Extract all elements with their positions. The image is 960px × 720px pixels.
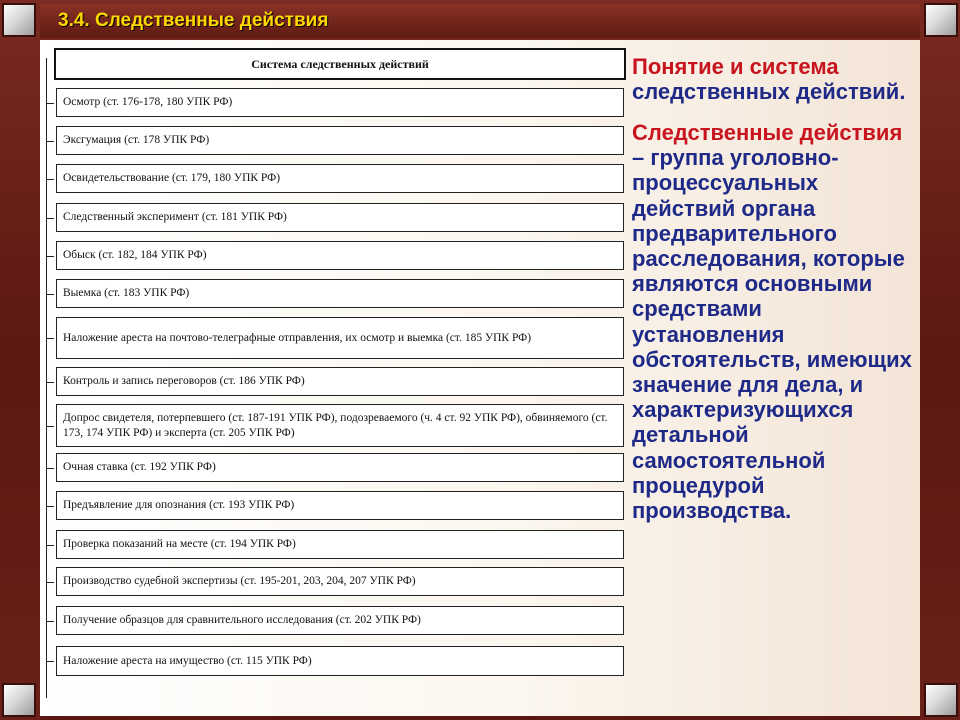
diagram-item bbox=[46, 646, 624, 676]
diagram-item bbox=[46, 567, 624, 596]
diagram-item bbox=[46, 164, 624, 193]
definition-paragraph bbox=[632, 120, 914, 523]
connector-tick bbox=[46, 545, 54, 546]
diagram-item-label: Получение образцов для сравнительного исследования (ст. 202 УПК РФ) bbox=[56, 606, 624, 635]
diagram-item bbox=[46, 606, 624, 635]
diagram-item-label: Осмотр (ст. 176-178, 180 УПК РФ) bbox=[56, 88, 624, 117]
diagram-item-label: Предъявление для опознания (ст. 193 УПК РФ) bbox=[56, 491, 624, 520]
diagram-item-label: Выемка (ст. 183 УПК РФ) bbox=[56, 279, 624, 308]
connector-tick bbox=[46, 506, 54, 507]
heading-blue-part: следственных действий. bbox=[632, 79, 906, 104]
diagram-item bbox=[46, 404, 624, 447]
connector-tick bbox=[46, 468, 54, 469]
connector-tick bbox=[46, 661, 54, 662]
corner-ornament bbox=[924, 683, 958, 717]
section-heading bbox=[632, 54, 914, 104]
heading-red-part: Понятие и система bbox=[632, 54, 839, 79]
diagram-item bbox=[46, 453, 624, 482]
corner-ornament bbox=[924, 3, 958, 37]
diagram-item bbox=[46, 88, 624, 117]
diagram-item-label: Следственный эксперимент (ст. 181 УПК РФ) bbox=[56, 203, 624, 232]
connector-tick bbox=[46, 382, 54, 383]
investigative-actions-diagram bbox=[40, 40, 640, 716]
slide-title: 3.4. Следственные действия bbox=[58, 10, 329, 31]
connector-tick bbox=[46, 256, 54, 257]
corner-ornament bbox=[2, 3, 36, 37]
diagram-item-label: Обыск (ст. 182, 184 УПК РФ) bbox=[56, 241, 624, 270]
diagram-item bbox=[46, 317, 624, 359]
connector-tick bbox=[46, 582, 54, 583]
diagram-header: Система следственных действий bbox=[54, 48, 626, 80]
diagram-item-label: Производство судебной экспертизы (ст. 195-201, 203, 204, 207 УПК РФ) bbox=[56, 567, 624, 596]
diagram-item bbox=[46, 126, 624, 155]
diagram-item bbox=[46, 367, 624, 396]
slide-content bbox=[40, 40, 920, 716]
connector-tick bbox=[46, 179, 54, 180]
diagram-item bbox=[46, 530, 624, 559]
diagram-item-label: Освидетельствование (ст. 179, 180 УПК РФ) bbox=[56, 164, 624, 193]
diagram-item bbox=[46, 491, 624, 520]
diagram-item-label: Эксгумация (ст. 178 УПК РФ) bbox=[56, 126, 624, 155]
connector-tick bbox=[46, 426, 54, 427]
connector-tick bbox=[46, 141, 54, 142]
corner-ornament bbox=[2, 683, 36, 717]
connector-tick bbox=[46, 294, 54, 295]
diagram-item-label: Проверка показаний на месте (ст. 194 УПК РФ) bbox=[56, 530, 624, 559]
definition-panel bbox=[632, 54, 914, 523]
diagram-item-label: Контроль и запись переговоров (ст. 186 УПК РФ) bbox=[56, 367, 624, 396]
connector-tick bbox=[46, 103, 54, 104]
diagram-item-label: Наложение ареста на почтово-телеграфные отправления, их осмотр и выемка (ст. 185 УПК РФ) bbox=[56, 317, 624, 359]
connector-tick bbox=[46, 338, 54, 339]
definition-body: – группа уголовно-процессуальных действий органа предварительного расследования, которые являются основными средствами установления обстоятельств, имеющих значение для дела, и характеризующихся детальной самостоятельной процедурой производства. bbox=[632, 145, 912, 524]
connector-tick bbox=[46, 621, 54, 622]
diagram-item-label: Допрос свидетеля, потерпевшего (ст. 187-191 УПК РФ), подозреваемого (ч. 4 ст. 92 УПК РФ), обвиняемого (ст. 173, 174 УПК РФ) и эксперта (ст. 205 УПК РФ) bbox=[56, 404, 624, 447]
diagram-item-label: Наложение ареста на имущество (ст. 115 УПК РФ) bbox=[56, 646, 624, 676]
diagram-item bbox=[46, 241, 624, 270]
diagram-item bbox=[46, 203, 624, 232]
bottom-bar bbox=[40, 716, 920, 720]
connector-tick bbox=[46, 218, 54, 219]
diagram-item-label: Очная ставка (ст. 192 УПК РФ) bbox=[56, 453, 624, 482]
definition-term: Следственные действия bbox=[632, 120, 903, 145]
diagram-item bbox=[46, 279, 624, 308]
